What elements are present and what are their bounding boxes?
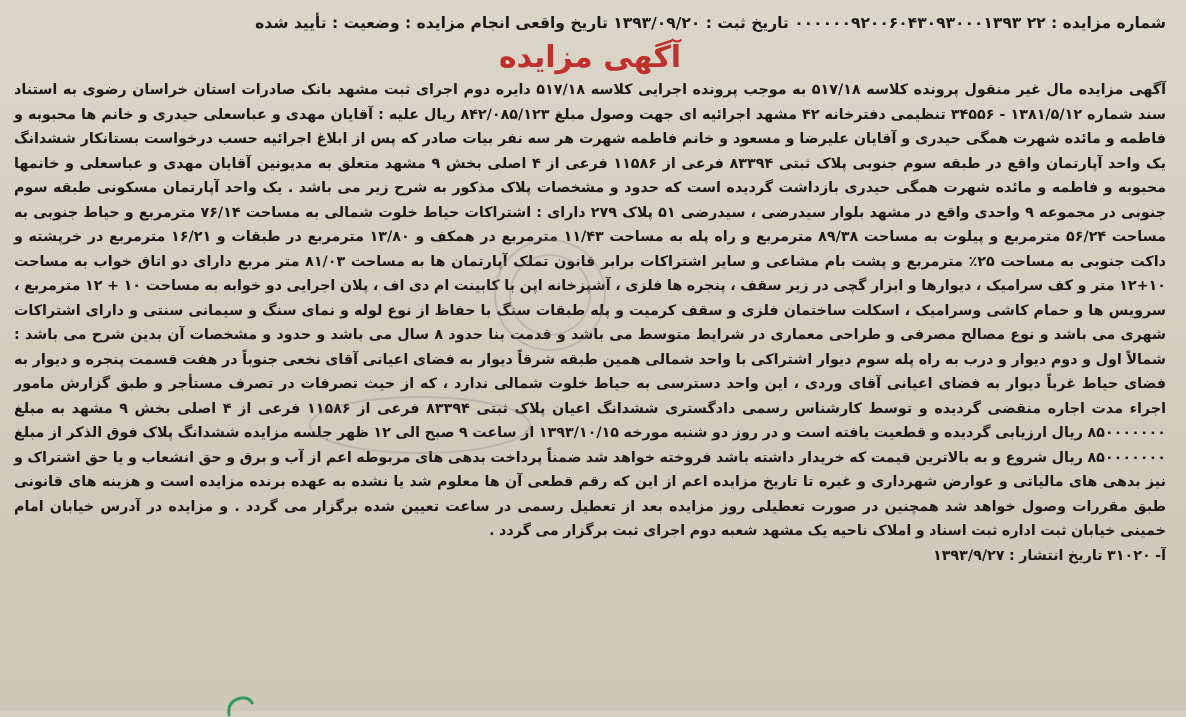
green-corner-mark [225, 695, 255, 717]
notice-body: آگهی مزایده مال غیر منقول پرونده کلاسه ۵۱۷/۱۸ به موجب پرونده اجرایی کلاسه ۵۱۷/۱۸ دایره دوم اجرای ثبت مشهد بانک صادرات استان خراسان رضوی به استناد سند شماره ۱۳۸۱/۵/۱۲ - ۳۴۵۵۶ تنظیمی دفترخانه ۴۲ مشهد اجرائیه ای جهت وصول مبلغ ۸۴۲/۰۸۵/۱۲۳ ریال علیه : آقایان مهدی و عباسعلی حیدری و خانم ها محبوبه و فاطمه و مائده شهرت همگی حیدری و آقایان علیرضا و مسعود و خانم فاطمه شهرت هر سه نفر بیات صادر که پس از ابلاغ اجرائیه حسب درخواست بستانکار ششدانگ یک واحد آپارتمان واقع در طبقه سوم جنوبی پلاک ثبتی ۸۳۳۹۴ فرعی از ۱۱۵۸۶ فرعی از ۴ اصلی بخش ۹ مشهد متعلق به مدیونین آقایان مهدی و عباسعلی و خانمها محبوبه و فاطمه و مائده شهرت همگی حیدری بازداشت گردیده است که حدود و مشخصات پلاک مذکور به شرح زیر می باشد . یک واحد آپارتمان مسکونی طبقه سوم جنوبی در مجموعه ۹ واحدی واقع در مشهد بلوار سیدرضی ، سیدرضی ۵۱ پلاک ۲۷۹ دارای : اشتراکات حیاط خلوت شمالی به مساحت ۷۶/۱۴ مترمربع و حیاط جنوبی به مساحت ۵۶/۲۴ مترمربع و پیلوت به مساحت ۸۹/۳۸ مترمربع و راه پله به مساحت ۱۱/۴۳ مترمربع در همکف و ۱۳/۸۰ مترمربع در طبقات و ۱۶/۲۱ مترمربع در خرپشته و داکت جنوبی به مساحت ۲۵٪ مترمربع و پشت بام مشاعی و سایر اشتراکات برابر قانون تملک آپارتمان ها به مساحت ۸۱/۰۳ متر مربع دارای دو اتاق خواب به مساحت ۱۰+۱۲ متر و کف سرامیک ، دیوارها و ابزار گچی در زیر سقف ، پنجره ها فلزی ، آشپزخانه اپن با کابینت ام دی اف ، پلان اجرایی دو خوابه به مساحت ۱۰ + ۱۲ مترمربع ، سرویس ها و حمام کاشی وسرامیک ، اسکلت ساختمان فلزی و سقف کرمیت و پله طبقات سنگ با حفاظ از نوع لوله و نمای سنگ و سیمانی سنتی و دارای اشتراکات شهری می باشد و نوع مصالح مصرفی و طراحی معماری در شرایط متوسط می باشد و قدمت بنا حدود ۸ سال می باشد و حدود و مشخصات آن بدین شرح می باشد : شمالاً اول و دوم دیوار و درب به راه پله سوم دیوار اشتراکی با واحد شمالی همین طبقه شرقاً دیوار به فضای اعیانی آقای نخعی جنوباً در هفت قسمت پنجره و دیوار به فضای حیاط غرباً دیوار به فضای اعیانی آقای وردی ، این واحد دسترسی به حیاط خلوت شمالی ندارد ، که از حیث تصرفات در تصرف مستأجر و طبق گزارش مامور اجراء مدت اجاره منقضی گردیده و توسط کارشناس رسمی دادگستری ششدانگ اعیان پلاک ثبتی ۸۳۳۹۴ فرعی از ۱۱۵۸۶ فرعی از ۴ اصلی بخش ۹ مشهد به مبلغ ۸۵۰۰۰۰۰۰۰ ریال ارزیابی گردیده و قطعیت یافته است و در روز دو شنبه مورخه ۱۳۹۳/۱۰/۱۵ از ساعت ۹ صبح الی ۱۲ ظهر جلسه مزایده ششدانگ پلاک فوق الذکر از مبلغ ۸۵۰۰۰۰۰۰۰ ریال شروع و به بالاترین قیمت که خریدار داشته باشد فروخته خواهد شد ضمناً پرداخت بدهی های مربوطه اعم از آب و برق و حق انشعاب و یا حق اشتراک و نیز بدهی های مالیاتی و عوارض شهرداری و غیره تا تاریخ مزایده اعم از این که رقم قطعی آن ها معلوم شد یا نشده به عهده برنده مزایده است و هزینه های قانونی طبق مقررات وصول خواهد شد همچنین در صورت تعطیلی روز مزایده بعد از تعطیل رسمی در ساعت تعیین شده برگزار می گردد . و مزایده در آدرس خیابان امام خمینی خیابان ثبت اداره ثبت اسناد و املاک ناحیه یک مشهد شعبه دوم اجرای ثبت برگزار می گردد . [14, 82, 1167, 539]
notice-footer: آ- ۳۱۰۲۰ تاریخ انتشار : ۱۳۹۳/۹/۲۷ [932, 547, 1166, 564]
notice-title: آگهی مزایده [498, 40, 682, 75]
auction-header-line: شماره مزایده : ۲۲ ۰۰۰۰۰۰۹۲۰۰۶۰۴۳۰۹۳۰۰۰۱۳۹۳ تاریخ ثبت : ۱۳۹۳/۰۹/۲۰ تاریخ واقعی انجام مزایده : وضعیت : تأیید شده [255, 14, 1166, 32]
